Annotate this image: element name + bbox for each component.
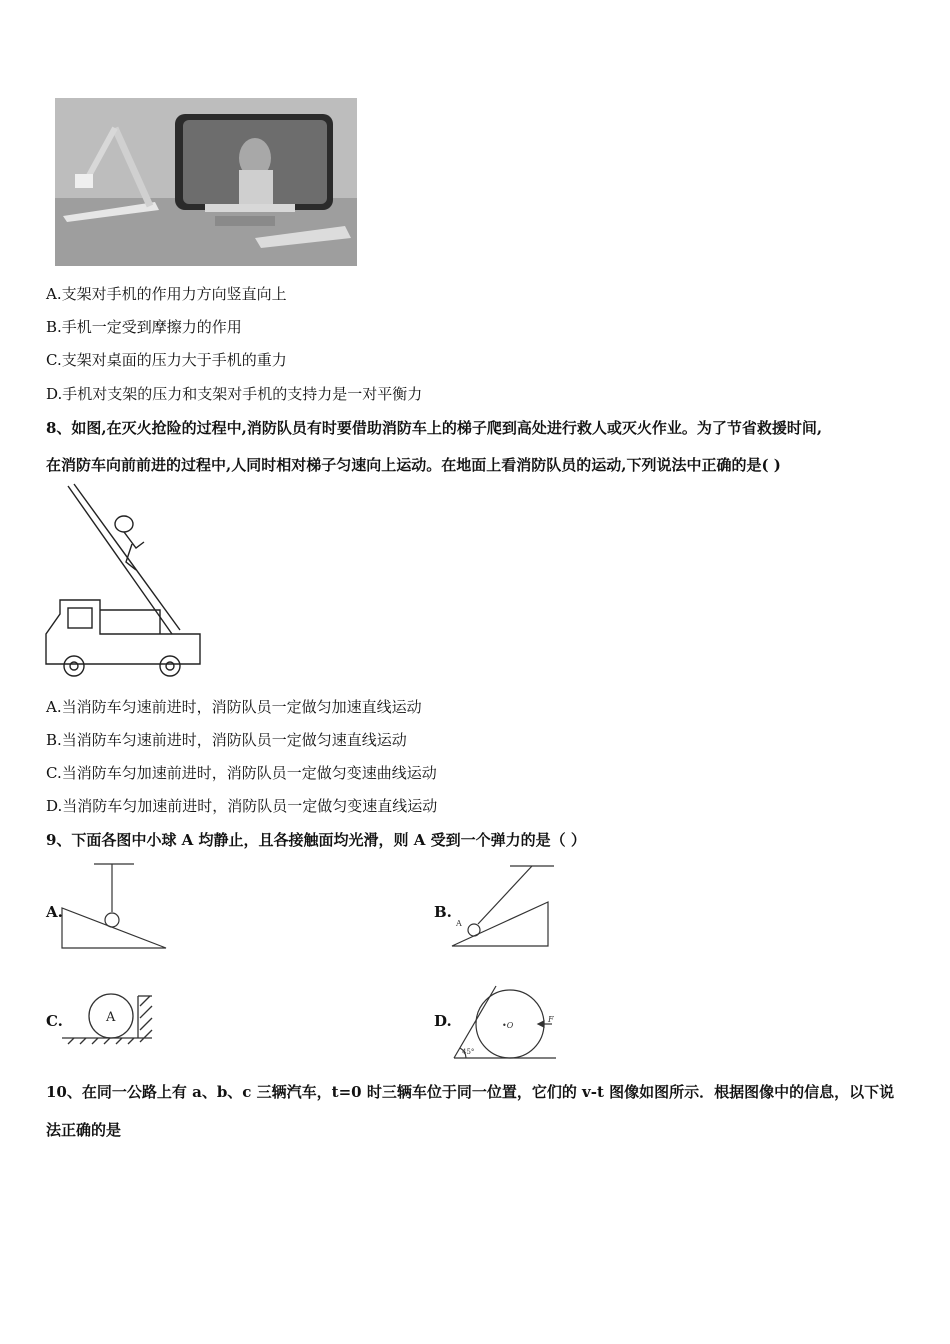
q7-option-c: C.支架对桌面的压力大于手机的重力 [46, 351, 287, 369]
q7-option-b: B.手机一定受到摩擦力的作用 [46, 318, 242, 336]
q9-figure-d [452, 982, 562, 1064]
q8-option-d: D.当消防车匀加速前进时，消防队员一定做匀变速直线运动 [46, 797, 438, 815]
q9-label-d: D. [434, 1012, 452, 1030]
q8-option-b: B.当消防车匀速前进时，消防队员一定做匀速直线运动 [46, 731, 407, 749]
q9-figure-b [450, 860, 560, 950]
phone-stand-illustration [55, 98, 357, 266]
q10-stem-line1: 10、在同一公路上有 a、b、c 三辆汽车，t=0 时三辆车位于同一位置，它们的 v-t 图像如图所示．根据图像中的信息，以下说 [46, 1083, 895, 1101]
q9-d-center-label: •O [502, 1021, 514, 1030]
q9-d-force-label: F [548, 1015, 554, 1024]
q9-c-ball-label: A [106, 1010, 116, 1025]
q9-figure-c [60, 992, 160, 1044]
q9-label-c: C. [46, 1012, 63, 1030]
q9-figure-a [60, 862, 170, 952]
q9-label-b: B. [434, 903, 452, 921]
fire-truck-figure [42, 484, 212, 684]
q9-stem: 9、下面各图中小球 A 均静止，且各接触面均光滑，则 A 受到一个弹力的是（ ） [46, 831, 586, 849]
phone-stand-photo [55, 98, 357, 266]
q8-option-c: C.当消防车匀加速前进时，消防队员一定做匀变速曲线运动 [46, 764, 437, 782]
q9-label-a: A. [46, 903, 63, 921]
q7-option-d: D.手机对支架的压力和支架对手机的支持力是一对平衡力 [46, 385, 423, 403]
q10-stem-line2: 法正确的是 [46, 1121, 122, 1139]
q8-stem-line2: 在消防车向前前进的过程中,人同时相对梯子匀速向上运动。在地面上看消防队员的运动,下列说法中正确的是( ) [46, 456, 781, 474]
q7-option-a: A.支架对手机的作用力方向竖直向上 [46, 285, 287, 303]
q9-d-angle-label: 45° [462, 1048, 475, 1056]
q8-stem-line1: 8、如图,在灭火抢险的过程中,消防队员有时要借助消防车上的梯子爬到高处进行救人或灭火作业。为了节省救援时间, [46, 419, 823, 437]
q8-option-a: A.当消防车匀速前进时，消防队员一定做匀加速直线运动 [46, 698, 422, 716]
q9-b-ball-label: A [456, 919, 462, 928]
